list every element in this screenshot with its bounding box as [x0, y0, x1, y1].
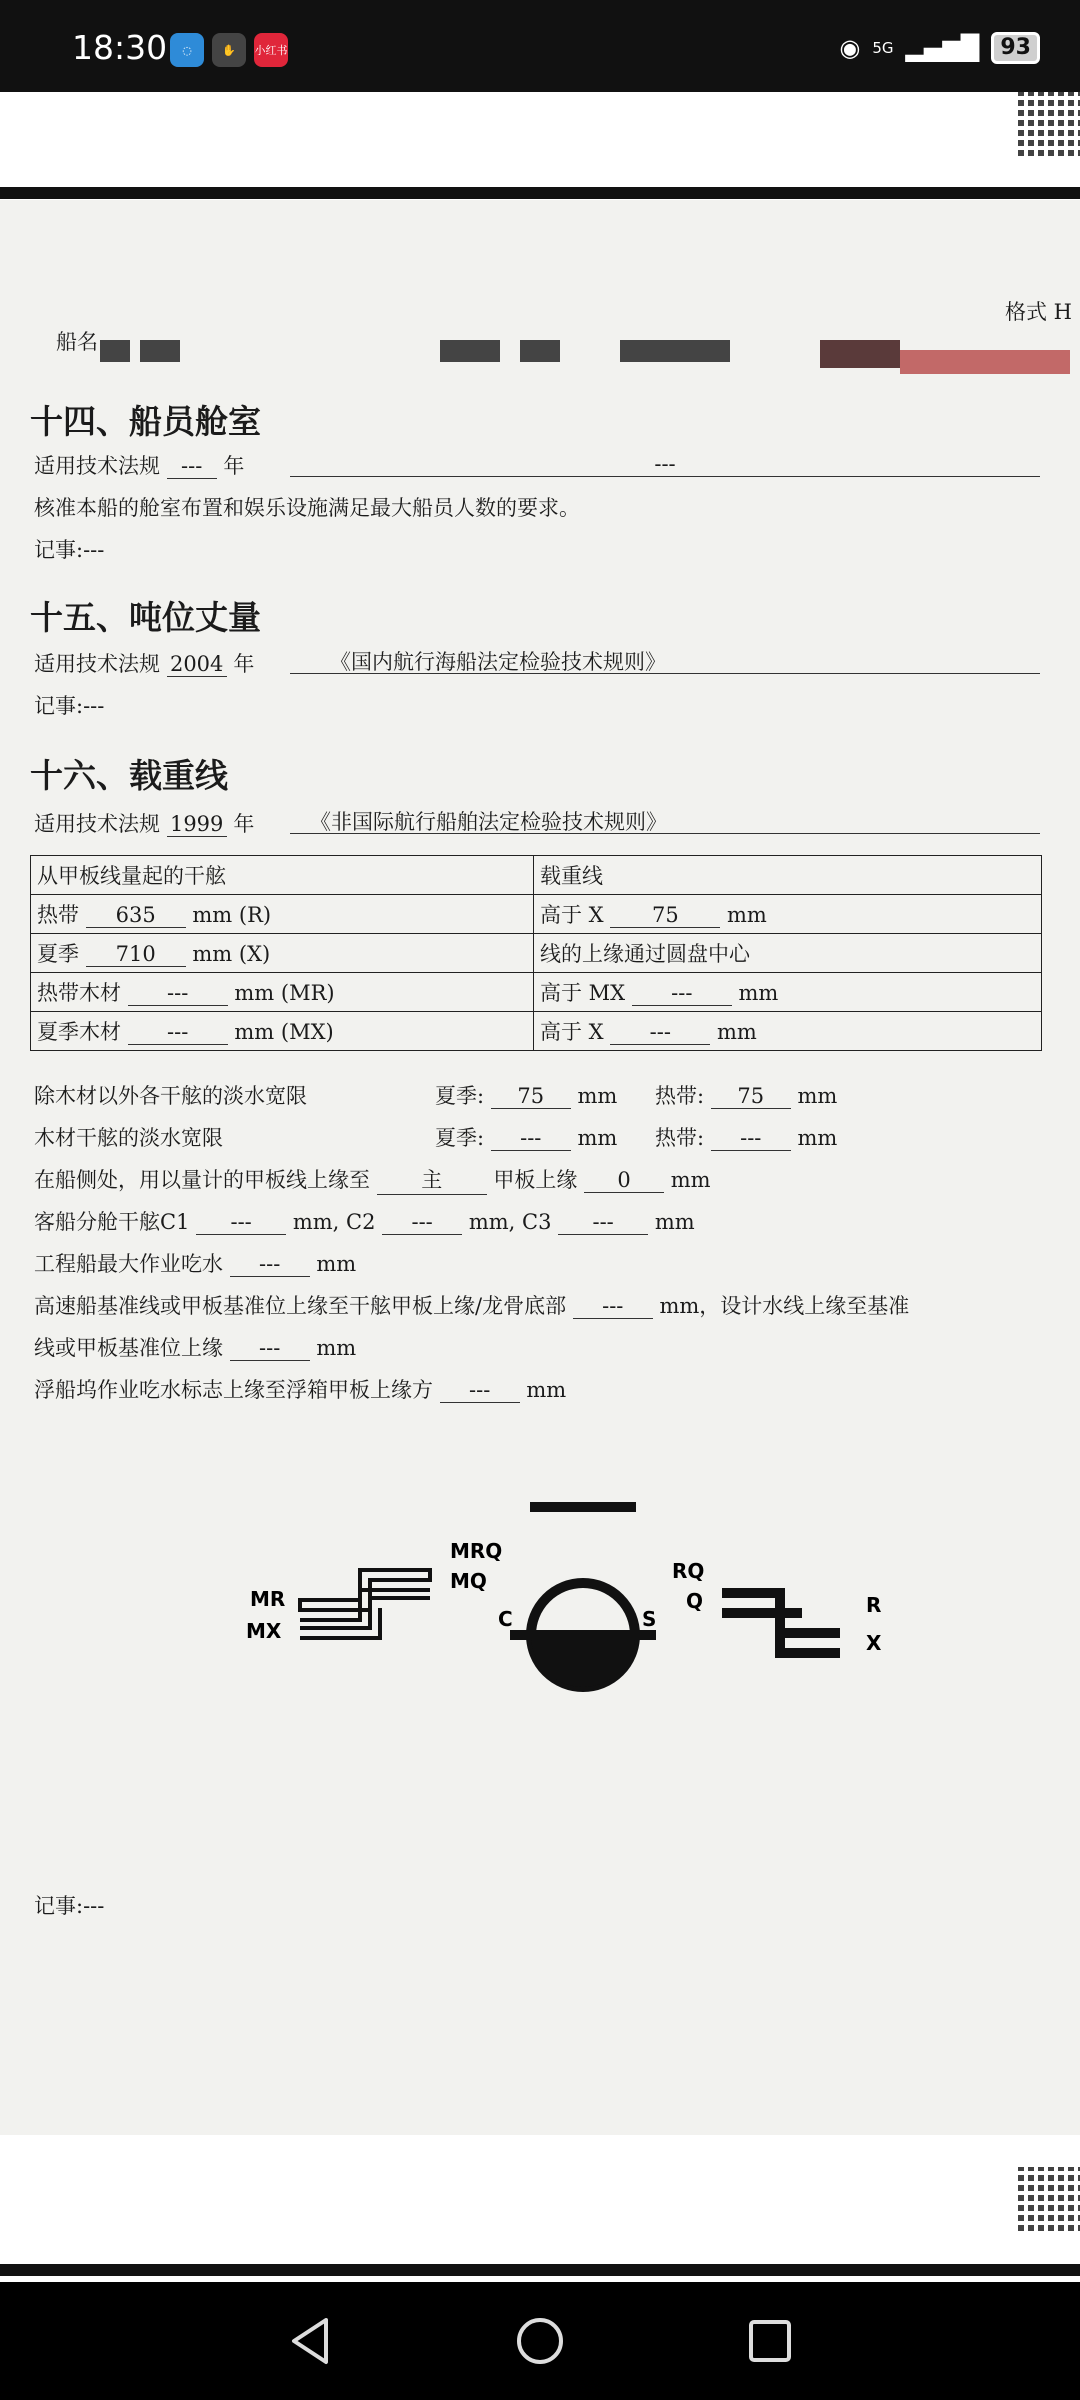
- qr-code-icon: [1018, 92, 1080, 156]
- table-cell: [31, 934, 534, 973]
- table-cell: 线的上缘通过圆盘中心: [534, 934, 1042, 973]
- home-button[interactable]: [470, 2282, 610, 2400]
- line-label: 工程船最大作业吃水: [34, 1252, 223, 1276]
- cell-label: 热带: [37, 903, 79, 927]
- law-label: [34, 648, 254, 678]
- recents-button[interactable]: [700, 2282, 840, 2400]
- cell-value: 710: [86, 942, 186, 967]
- back-triangle-icon: [288, 2316, 332, 2366]
- line-value: 75: [491, 1084, 571, 1109]
- red-stamp: [900, 350, 1070, 374]
- line-label: 夏季:: [435, 1084, 485, 1108]
- cell-value: 75: [610, 903, 720, 928]
- load-line-table: [30, 855, 1042, 1051]
- law-year: 2004: [167, 652, 227, 677]
- line-value: ---: [573, 1294, 653, 1319]
- cell-label: 夏季木材: [37, 1020, 121, 1044]
- unit: mm: [577, 1084, 618, 1108]
- back-button[interactable]: [240, 2282, 380, 2400]
- deck-line-mark: [530, 1502, 636, 1512]
- status-bar: [0, 0, 1080, 92]
- section-14-title: 十四、船员舱室: [30, 402, 261, 441]
- law-year: 1999: [167, 812, 227, 837]
- format-label: 格式 H: [1005, 300, 1072, 324]
- floating-dock-line: [34, 1374, 566, 1404]
- unit: mm: [797, 1084, 838, 1108]
- plimsoll-disc-mark: [510, 1583, 656, 1687]
- line-value: ---: [558, 1210, 648, 1235]
- line-label: 高速船基准线或甲板基准位上缘至干舷甲板上缘/龙骨底部: [34, 1294, 567, 1318]
- cell-unit: mm (MR): [234, 981, 335, 1005]
- cell-value: 635: [86, 903, 186, 928]
- line-value: ---: [230, 1252, 310, 1277]
- engineering-draft-line: [34, 1248, 356, 1278]
- table-cell: [534, 895, 1042, 934]
- load-line-marks-diagram: [230, 1490, 910, 1750]
- navigation-bar: [0, 2282, 1080, 2400]
- line-value: ---: [440, 1378, 520, 1403]
- law-year: ---: [167, 454, 217, 479]
- table-row: [31, 934, 1042, 973]
- cell-label: 夏季: [37, 942, 79, 966]
- line-label: 热带:: [655, 1084, 705, 1108]
- freshwater-line-2: 木材干舷的淡水宽限: [34, 1126, 223, 1150]
- table-cell: [31, 895, 534, 934]
- redaction-block: [620, 340, 730, 362]
- redaction-block: [140, 340, 180, 362]
- remark: 记事:---: [34, 1894, 105, 1918]
- line-value: 75: [711, 1084, 791, 1109]
- cell-label: 热带木材: [37, 981, 121, 1005]
- page-separator: [0, 2264, 1080, 2276]
- mark-label: S: [642, 1607, 657, 1631]
- table-row: [31, 1012, 1042, 1051]
- line-value: ---: [711, 1126, 791, 1151]
- freshwater-summer: [435, 1122, 617, 1152]
- mark-label: C: [498, 1607, 513, 1631]
- unit: mm: [292, 1210, 333, 1234]
- xiaohongshu-app-icon: [254, 33, 288, 67]
- line-label: 浮船坞作业吃水标志上缘至浮箱甲板上缘方: [34, 1378, 433, 1402]
- mark-label: MRQ: [450, 1539, 503, 1563]
- unit: mm: [316, 1336, 357, 1360]
- freshwater-tropic: [655, 1080, 837, 1110]
- eye-comfort-icon: ◉: [839, 34, 861, 62]
- table-cell: [31, 1012, 534, 1051]
- table-row: [31, 973, 1042, 1012]
- line-label: 热带:: [655, 1126, 705, 1150]
- remark: 记事:---: [34, 694, 105, 718]
- cell-unit: mm: [717, 1020, 757, 1044]
- table-row: [31, 895, 1042, 934]
- law-label-text: 适用技术法规: [34, 812, 160, 836]
- mark-label: Q: [686, 1589, 704, 1613]
- passenger-freeboard-line: 客船分舱干舷C1 --- mm, C2 --- mm, C3 --- mm: [34, 1210, 695, 1234]
- home-circle-icon: [515, 2316, 565, 2366]
- ship-name-label: 船名: [56, 330, 98, 354]
- table-cell: [534, 973, 1042, 1012]
- cell-unit: mm: [727, 903, 767, 927]
- line-label: C3: [522, 1210, 552, 1234]
- high-speed-line: [34, 1290, 909, 1320]
- law-name: 《国内航行海船法定检验技术规则》: [290, 646, 1040, 674]
- remark: 记事:---: [34, 538, 105, 562]
- mark-label: MR: [250, 1587, 286, 1611]
- cell-unit: mm (MX): [234, 1020, 334, 1044]
- app-badge-label: 小红书: [254, 44, 288, 57]
- qr-code-icon: [1018, 2167, 1080, 2231]
- message-app-icon: ◌: [170, 33, 204, 67]
- cell-label: 高于 X: [540, 1020, 604, 1044]
- unit: mm: [577, 1126, 618, 1150]
- unit: mm: [797, 1126, 838, 1150]
- battery-indicator: 93: [991, 32, 1040, 64]
- law-name: 《非国际航行船舶法定检验技术规则》: [290, 806, 1040, 834]
- freshwater-summer: [435, 1080, 617, 1110]
- year-unit: 年: [233, 652, 255, 676]
- law-label: [34, 450, 244, 480]
- law-label-text: 适用技术法规: [34, 454, 160, 478]
- mark-label: X: [866, 1631, 882, 1655]
- timber-mark: [300, 1570, 430, 1638]
- cell-unit: mm (X): [192, 942, 271, 966]
- line-value: ---: [196, 1210, 286, 1235]
- table-header-cell: 载重线: [534, 856, 1042, 895]
- unit: mm: [316, 1252, 357, 1276]
- mark-label: R: [866, 1593, 882, 1617]
- gesture-app-icon: ✋: [212, 33, 246, 67]
- section-15-title: 十五、吨位丈量: [30, 598, 261, 637]
- line-label: ，设计水线上缘至基准: [699, 1294, 910, 1318]
- line-label: C2: [346, 1210, 376, 1234]
- cell-value: ---: [128, 981, 228, 1006]
- unit: mm: [468, 1210, 509, 1234]
- line-value: ---: [491, 1126, 571, 1151]
- status-time: 18:30: [72, 28, 168, 67]
- year-unit: 年: [233, 812, 255, 836]
- line-label: 夏季:: [435, 1126, 485, 1150]
- redaction-block: [520, 340, 560, 362]
- page-separator: [0, 187, 1080, 199]
- cell-value: ---: [128, 1020, 228, 1045]
- cell-value: ---: [632, 981, 732, 1006]
- line-label: 甲板上缘: [493, 1168, 578, 1192]
- line-value: 0: [584, 1168, 664, 1193]
- table-header-cell: 从甲板线量起的干舷: [31, 856, 534, 895]
- table-cell: [534, 1012, 1042, 1051]
- unit: mm: [654, 1210, 695, 1234]
- table-row: [31, 856, 1042, 895]
- document-page: [0, 200, 1080, 2135]
- freshwater-line-1: [34, 1080, 307, 1110]
- line-label: 客船分舱干舷C1: [34, 1210, 190, 1234]
- high-speed-line-2: [34, 1332, 356, 1362]
- line-value: 主: [377, 1164, 487, 1195]
- line-label: 线或甲板基准位上缘: [34, 1336, 223, 1360]
- law-label-text: 适用技术法规: [34, 652, 160, 676]
- law-label: [34, 808, 254, 838]
- unit: mm: [659, 1294, 700, 1318]
- redaction-block: [820, 340, 900, 368]
- freshwater-tropic: [655, 1122, 837, 1152]
- table-cell: [31, 973, 534, 1012]
- mark-label: RQ: [672, 1559, 705, 1583]
- line-value: ---: [382, 1210, 462, 1235]
- line-label: 在船侧处，用以量计的甲板线上缘至: [34, 1168, 370, 1192]
- network-label: 5G: [872, 39, 894, 57]
- cell-unit: mm (R): [192, 903, 272, 927]
- cell-value: ---: [610, 1020, 710, 1045]
- cell-label: 高于 MX: [540, 981, 626, 1005]
- redaction-block: [440, 340, 500, 362]
- mark-label: MX: [246, 1619, 282, 1643]
- mark-label: MQ: [450, 1569, 487, 1593]
- cell-unit: mm: [738, 981, 779, 1005]
- line-value: ---: [230, 1336, 310, 1361]
- recents-square-icon: [747, 2318, 793, 2364]
- line-label: 除木材以外各干舷的淡水宽限: [34, 1084, 307, 1108]
- law-name: ---: [290, 452, 1040, 477]
- deckline-line: [34, 1164, 711, 1195]
- redaction-block: [100, 340, 130, 362]
- cell-label: 高于 X: [540, 903, 604, 927]
- signal-icon: ▂▄▆█: [905, 34, 980, 62]
- unit: mm: [526, 1378, 567, 1402]
- cabin-note: 核准本船的舱室布置和娱乐设施满足最大船员人数的要求。: [34, 496, 580, 520]
- section-16-title: 十六、载重线: [30, 756, 228, 795]
- freshwater-mark: [722, 1588, 840, 1658]
- year-unit: 年: [223, 454, 245, 478]
- unit: mm: [670, 1168, 711, 1192]
